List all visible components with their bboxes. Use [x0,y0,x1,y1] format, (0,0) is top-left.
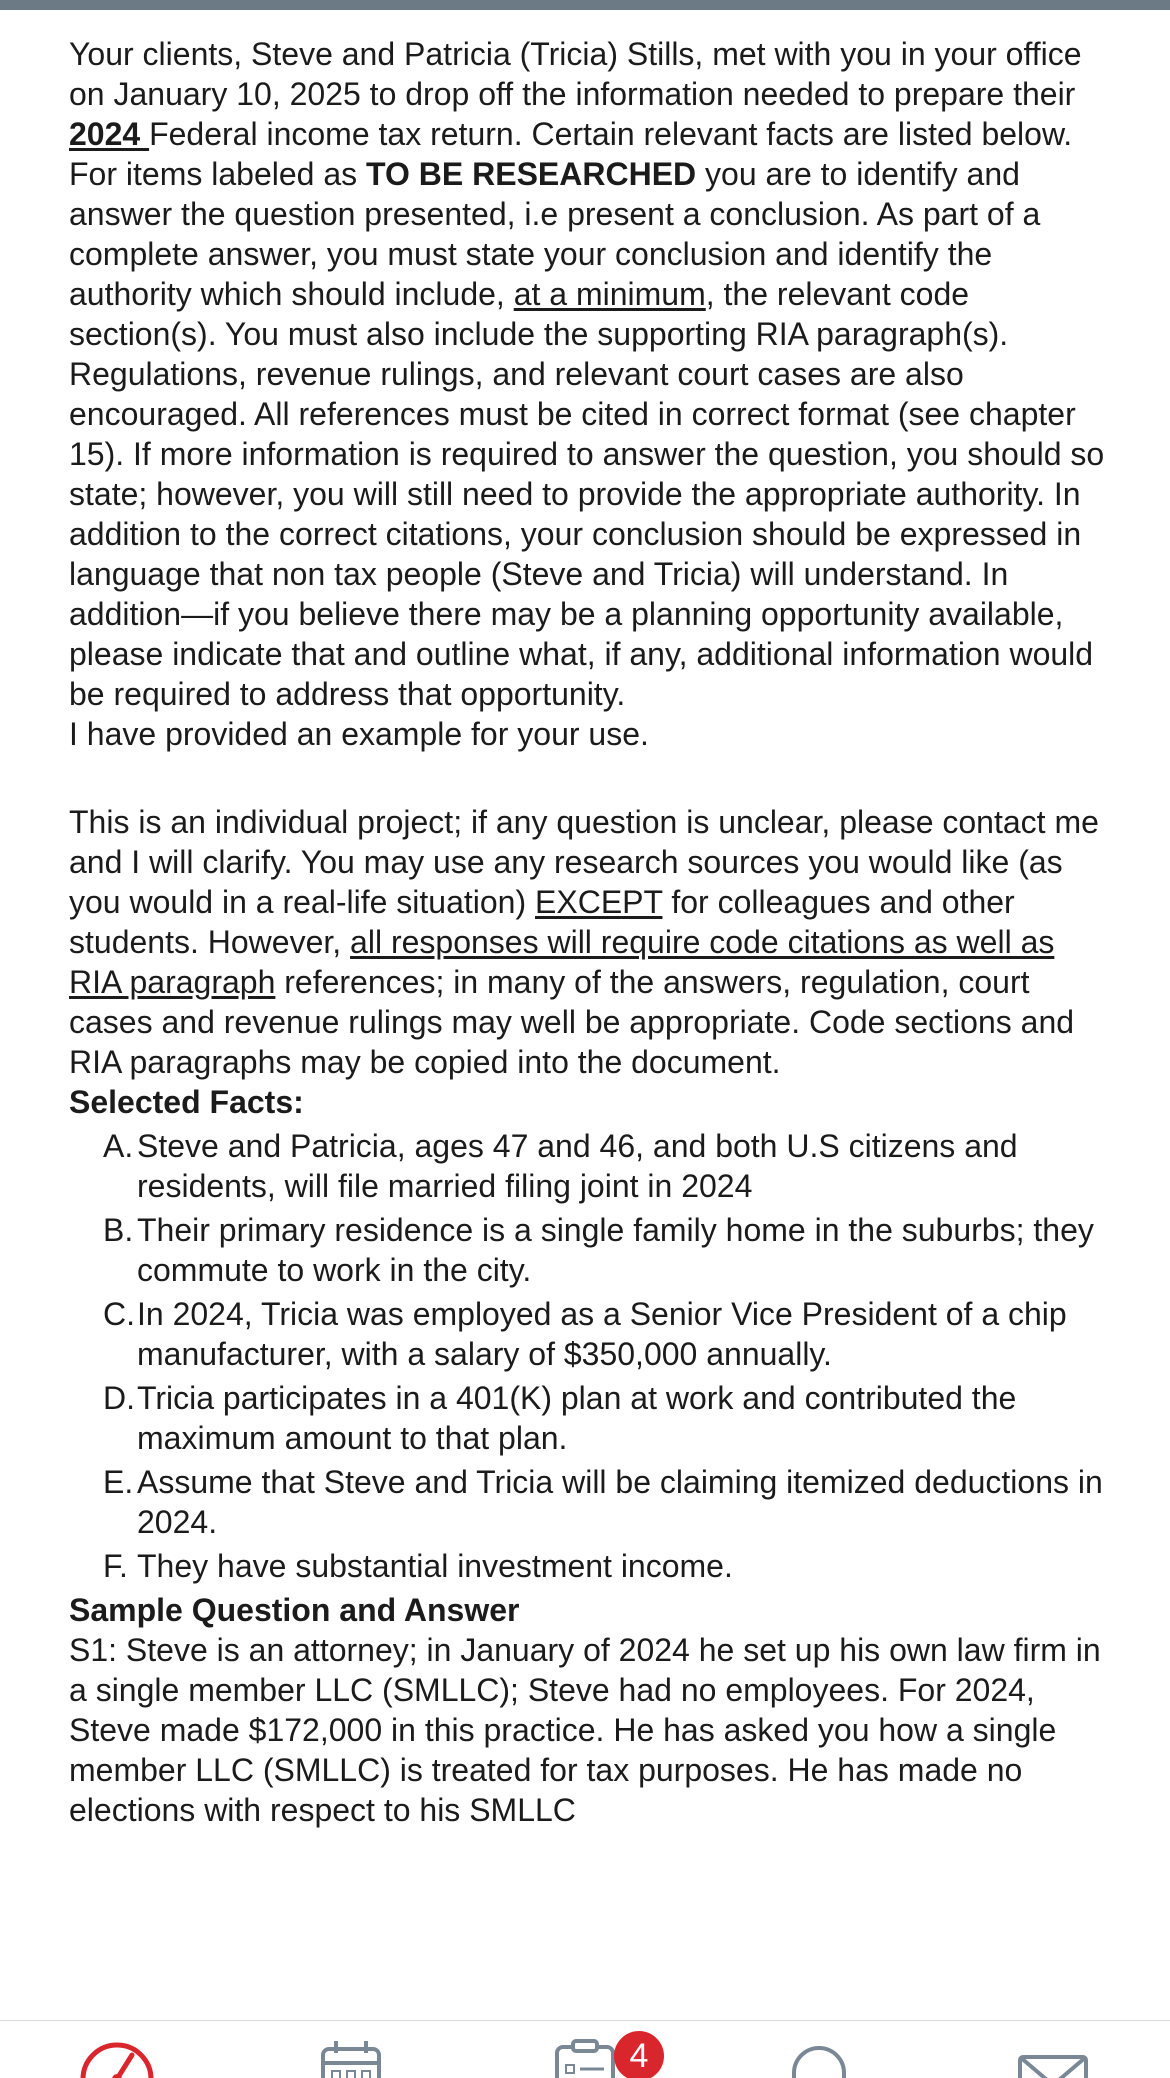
sample-heading: Sample Question and Answer [69,1592,520,1628]
nav-inbox[interactable] [1008,2039,1098,2078]
intro-text: you are to identify and answer the question presented, i.e present a conclusion. As part of a complete answer, you must state your conclusion and identify the authority which should include, [69,156,1041,312]
facts-list [69,1126,1109,1586]
notifications-icon [774,2039,864,2078]
except-text: EXCEPT [535,884,663,920]
list-item: E. Assume that Steve and Tricia will be claiming itemized deductions in 2024. [103,1464,1103,1540]
intro-paragraph [69,34,1109,714]
bottom-nav-bar [0,2020,1170,2078]
todo-count-badge: 4 [614,2031,664,2078]
intro-text: Federal income tax return. Certain relevant facts are listed below. For items labeled as [69,116,1073,192]
rules-text: references; in many of the answers, regulation, court cases and revenue rulings may well be appropriate. Code sections and RIA paragraphs may be copied into the document. [69,964,1075,1080]
list-item: A. Steve and Patricia, ages 47 and 46, and both U.S citizens and residents, will file married filing joint in 2024 [103,1128,1018,1204]
nav-notifications[interactable] [774,2039,864,2078]
intro-text: Your clients, Steve and Patricia (Tricia) Stills, met with you in your office on January 10, 2025 to drop off the information needed to prepare their [69,36,1082,112]
intro-text: , the relevant code section(s). You must also include the supporting RIA paragraph(s). Regulations, revenue rulings, and relevant court cases are also encouraged. All references must be cited in correct format (see chapter 15). If more information is required to answer the question, you should so state; however, you will still need to provide the appropriate authority. In addition to the correct citations, your conclusion should be expressed in language that non tax people (Steve and Tricia) will understand. In addition—if you believe there may be a planning opportunity available, please indicate that and outline what, if any, additional information would be required to address that opportunity. [69,276,1105,712]
list-item: B. Their primary residence is a single family home in the suburbs; they commute to work in the city. [103,1212,1094,1288]
list-item: F. They have substantial investment income. [103,1548,733,1584]
list-item: C. In 2024, Tricia was employed as a Senior Vice President of a chip manufacturer, with a salary of $350,000 annually. [103,1296,1067,1372]
list-item: D. Tricia participates in a 401(K) plan at work and contributed the maximum amount to that plan. [103,1380,1017,1456]
nav-dashboard[interactable] [72,2039,162,2078]
tax-year: 2024 [69,116,150,152]
selected-facts-heading: Selected Facts: [69,1084,304,1120]
rules-text: for colleagues and other students. However, [69,884,1015,960]
nav-calendar[interactable] [306,2039,396,2078]
assignment-content [69,34,1109,1830]
project-rules-paragraph [69,802,1109,1082]
sample-question: S1: Steve is an attorney; in January of 2024 he set up his own law firm in a single member LLC (SMLLC); Steve had no employees. For 2024, Steve made $172,000 in this practice. He has asked you how a single member LLC (SMLLC) is treated for tax purposes. He has made no elections with respect to his SMLLC [69,1632,1101,1828]
citation-requirement-text: all responses will require code citations as well as RIA paragraph [69,924,1055,1000]
top-status-bar [0,0,1170,10]
dashboard-icon [72,2039,162,2078]
to-be-researched-label: TO BE RESEARCHED [366,156,697,192]
calendar-icon [306,2039,396,2078]
rules-text: This is an individual project; if any question is unclear, please contact me and I will clarify. You may use any research sources you would like (as you would in a real-life situation) [69,804,1099,920]
at-a-minimum-text: at a minimum [513,276,706,312]
inbox-icon [1008,2039,1098,2078]
example-line: I have provided an example for your use. [69,716,649,752]
